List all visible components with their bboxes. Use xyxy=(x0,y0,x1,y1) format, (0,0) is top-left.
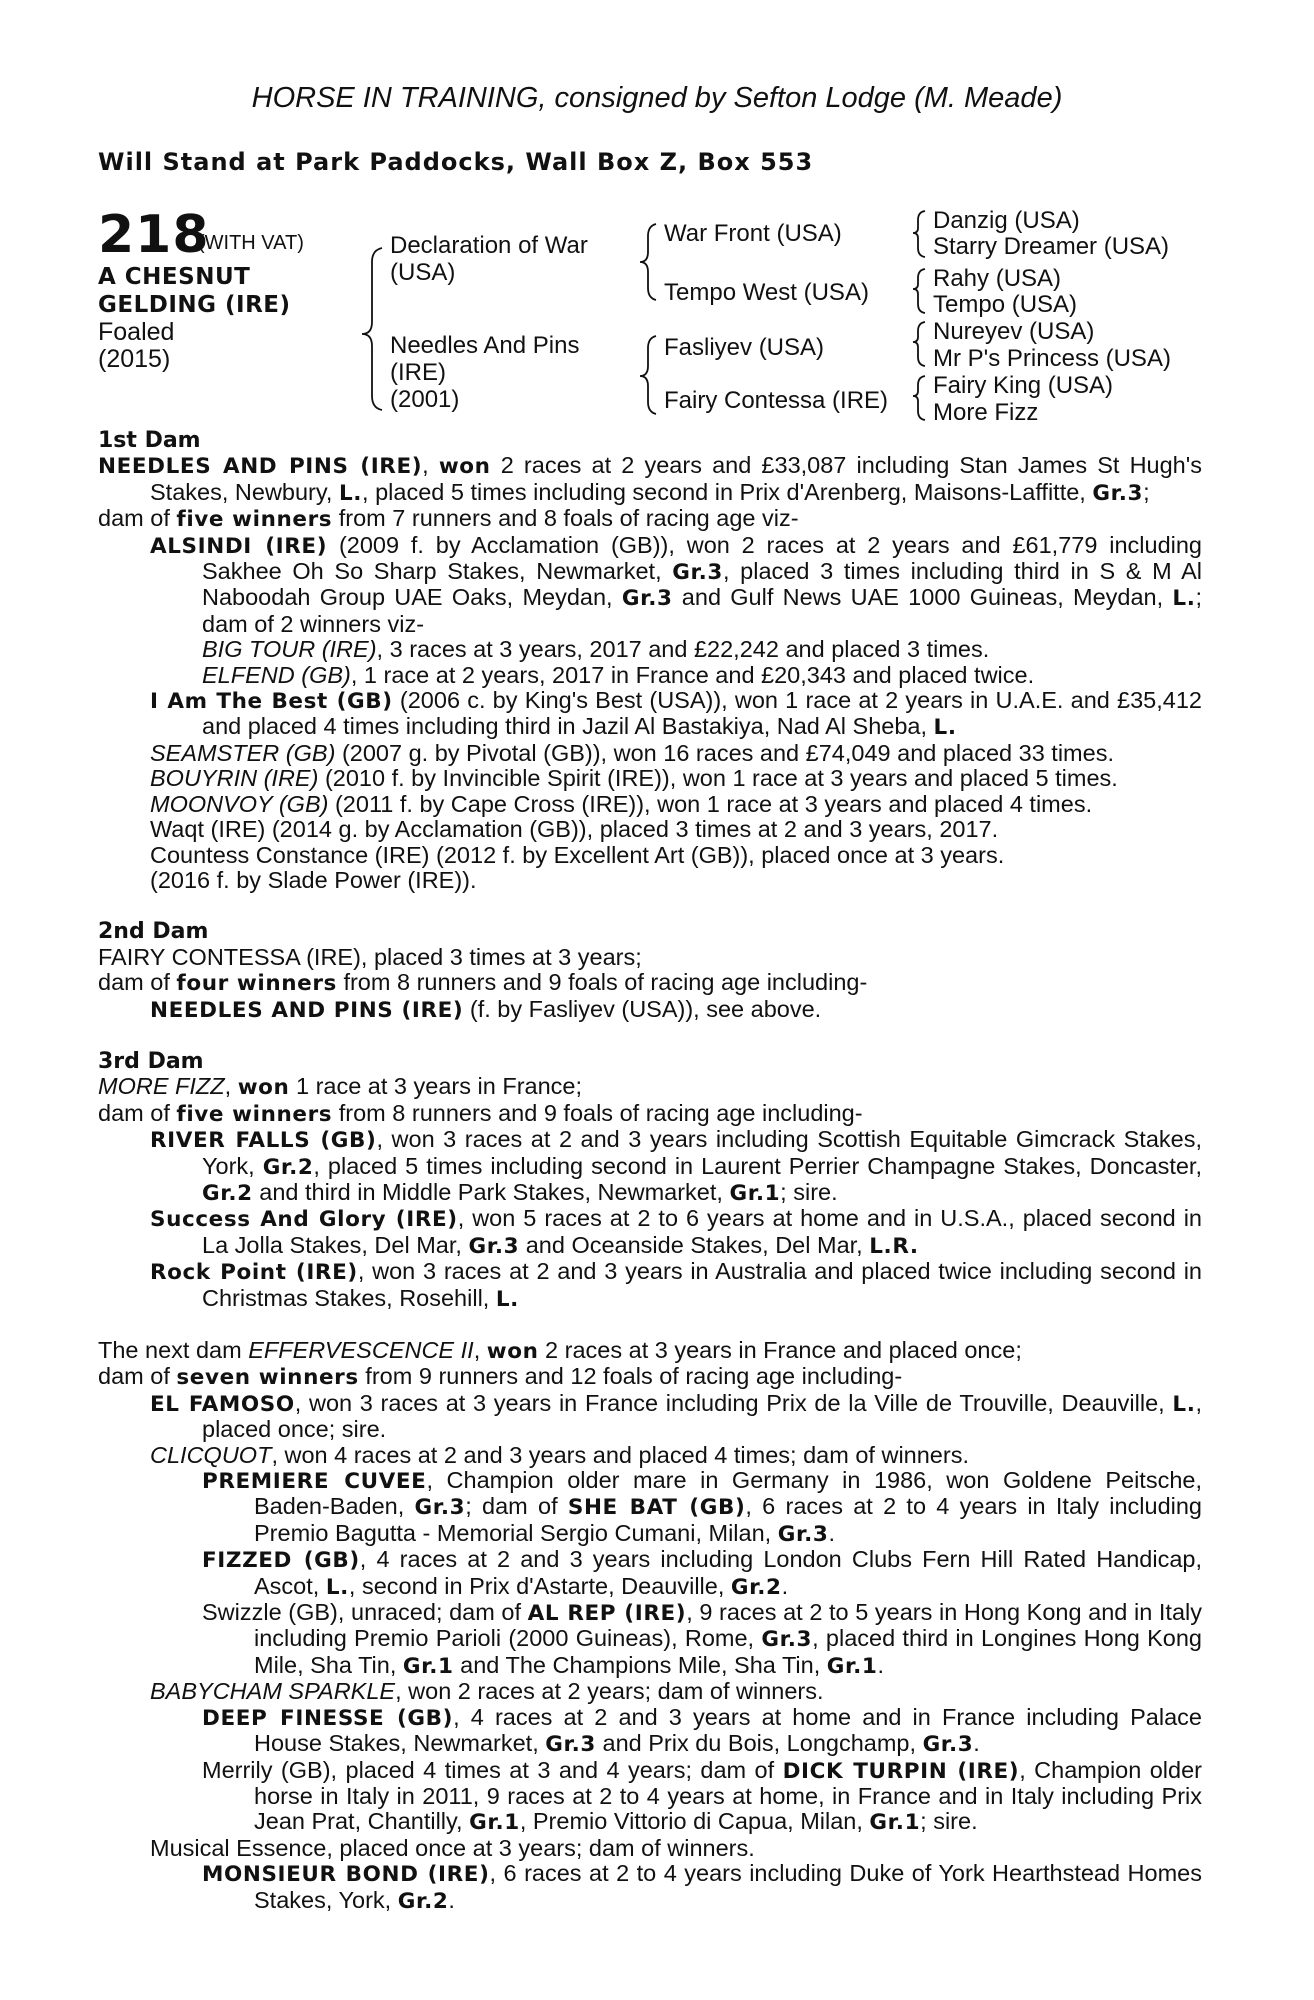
won-label: won xyxy=(237,1075,290,1101)
produce-2016-filly: (2016 f. by Slade Power (IRE)). xyxy=(150,866,477,893)
text: , 4 races at 2 and 3 years including London Clubs Fern Hill Rated Handicap, Ascot, xyxy=(254,1546,1203,1599)
horse-name: AL REP (IRE) xyxy=(527,1601,687,1627)
text: , placed third in Longines Hong Kong Mile, Sha Tin, xyxy=(254,1625,1202,1678)
won-label: won xyxy=(438,454,491,480)
text: 1 race at 3 years in France; xyxy=(289,1073,583,1100)
horse-name: ELFEND (GB) xyxy=(202,661,351,688)
horse-name: BIG TOUR (IRE) xyxy=(202,636,377,663)
horse-name: DEEP FINESSE (GB) xyxy=(202,1705,454,1731)
produce-fizzed xyxy=(202,1547,1202,1600)
text: (2010 f. by Invincible Spirit (IRE)), won 1 race at 3 years and placed 5 times. xyxy=(318,765,1118,792)
lot-desc-line2: GELDING (IRE) xyxy=(98,292,291,318)
text: ; dam of xyxy=(465,1493,568,1520)
produce-alsindi xyxy=(150,533,1202,638)
gen3-3: Rahy (USA) xyxy=(933,265,1062,292)
brace-sire xyxy=(640,224,656,300)
produce-moonvoy xyxy=(150,792,1202,817)
text: dam of xyxy=(98,1099,177,1126)
third-dam-produce-summary xyxy=(98,1101,1202,1127)
text: , placed 3 times including third in S & M Al Naboodah Group UAE Oaks, Meydan, xyxy=(202,558,1202,611)
dam-line2: (IRE) xyxy=(390,359,446,386)
horse-name: BOUYRIN (IRE) xyxy=(150,765,319,792)
text: , 6 races at 2 to 4 years including Duke of York Hearthstead Homes Stakes, York, xyxy=(254,1860,1202,1913)
second-dam-heading: 2nd Dam xyxy=(98,919,209,945)
text: dam of xyxy=(98,505,177,532)
box-location: Will Stand at Park Paddocks, Wall Box Z, Box 553 xyxy=(98,148,814,176)
horse-name: EL FAMOSO xyxy=(150,1391,295,1417)
horse-name: SHE BAT (GB) xyxy=(567,1495,746,1521)
text: and third in Middle Park Stakes, Newmarket, xyxy=(252,1178,730,1205)
text: , won 3 races at 3 years in France including Prix de la Ville de Trouville, Deauville, xyxy=(294,1389,1173,1416)
first-dam-produce-summary xyxy=(98,506,1202,532)
text: , 6 races at 2 to 4 years in Italy including Premio Bagutta - Memorial Sergio Cumani, Milan, xyxy=(254,1493,1203,1546)
text: , won 5 races at 2 to 6 years at home and in U.S.A., placed second in La Jolla Stakes, Del Mar, xyxy=(202,1205,1202,1258)
text: dam of xyxy=(98,969,177,996)
foaled-label: Foaled xyxy=(98,318,175,346)
text: , xyxy=(224,1073,238,1100)
horse-name: PREMIERE CUVEE xyxy=(202,1469,427,1495)
text: ; xyxy=(1143,478,1150,505)
group-label: Gr.1 xyxy=(729,1180,781,1206)
group-label: Gr.3 xyxy=(545,1732,596,1758)
produce-bouyrin xyxy=(150,766,1202,791)
pedigree-notes xyxy=(98,428,1202,1914)
listed-label: L.R. xyxy=(869,1233,919,1259)
produce-musical-essence: Musical Essence, placed once at 3 years; dam of winners. xyxy=(150,1834,755,1861)
text: . xyxy=(828,1519,835,1546)
won-label: won xyxy=(486,1339,539,1364)
group-label: Gr.1 xyxy=(402,1653,454,1679)
text: , won 4 races at 2 and 3 years and placed 4 times; dam of winners. xyxy=(271,1441,969,1468)
group-label: Gr.1 xyxy=(826,1653,878,1679)
produce-deep-finesse xyxy=(202,1705,1202,1758)
gen3-8: More Fizz xyxy=(933,399,1039,426)
group-label: Gr.3 xyxy=(761,1627,813,1653)
horse-name: MOONVOY (GB) xyxy=(150,790,329,817)
produce-swizzle xyxy=(202,1600,1202,1679)
horse-name: MONSIEUR BOND (IRE) xyxy=(202,1862,490,1888)
group-label: Gr.2 xyxy=(262,1154,314,1180)
dam-sire: Fasliyev (USA) xyxy=(664,334,825,361)
brace-main xyxy=(362,248,382,410)
text: , Champion older horse in Italy in 2011, 9 races at 2 to 4 years at home, in France and in Italy including Prix Jean Prat, Chantilly, xyxy=(254,1756,1202,1835)
horse-name: CLICQUOT xyxy=(150,1441,272,1468)
listed-label: L. xyxy=(933,715,957,741)
text: dam of xyxy=(98,1363,177,1390)
listed-label: L. xyxy=(1172,1391,1196,1417)
group-label: Gr.3 xyxy=(468,1233,520,1259)
lot-desc-line1: A CHESNUT xyxy=(98,264,251,290)
produce-merrily xyxy=(202,1758,1202,1836)
horse-name: Rock Point (IRE) xyxy=(150,1260,358,1286)
listed-label: L. xyxy=(495,1286,519,1312)
text: ; sire. xyxy=(920,1808,978,1835)
horse-name: SEAMSTER (GB) xyxy=(150,739,336,766)
gen3-7: Fairy King (USA) xyxy=(933,372,1114,399)
text: The next dam xyxy=(98,1337,249,1363)
gen3-2: Starry Dreamer (USA) xyxy=(933,233,1170,260)
sire-line1: Declaration of War xyxy=(390,232,588,259)
text: from 9 runners and 12 foals of racing age including- xyxy=(358,1363,903,1390)
produce-i-am-the-best xyxy=(150,688,1202,741)
text: , second in Prix d'Astarte, Deauville, xyxy=(348,1572,731,1599)
text: , Champion older mare in Germany in 1986, won Goldene Peitsche, Baden-Baden, xyxy=(254,1467,1202,1520)
produce-premiere-cuvee xyxy=(202,1468,1202,1547)
horse-name: DICK TURPIN (IRE) xyxy=(782,1758,1020,1784)
produce-success-and-glory xyxy=(150,1206,1202,1259)
group-label: Gr.2 xyxy=(730,1574,782,1600)
listed-label: L. xyxy=(1172,586,1196,612)
vat-note: (WITH VAT) xyxy=(198,232,304,254)
next-dam-produce-summary xyxy=(98,1364,1202,1390)
winners-count: four winners xyxy=(176,971,337,997)
gen3-5: Nureyev (USA) xyxy=(933,318,1095,345)
horse-name: FIZZED (GB) xyxy=(202,1548,360,1574)
first-dam-heading: 1st Dam xyxy=(98,428,201,453)
text: Merrily (GB), placed 4 times at 3 and 4 years; dam of xyxy=(202,1756,783,1783)
text: and Oceanside Stakes, Del Mar, xyxy=(519,1231,870,1258)
horse-name: ALSINDI (IRE) xyxy=(150,533,328,559)
text: , 1 race at 2 years, 2017 in France and £20,343 and placed twice. xyxy=(350,661,1035,688)
next-dam-entry xyxy=(98,1338,1202,1364)
text: , won 2 races at 2 years; dam of winners. xyxy=(395,1678,824,1705)
produce-rock-point xyxy=(150,1259,1202,1312)
first-dam-name: NEEDLES AND PINS (IRE) xyxy=(98,454,423,480)
group-label: Gr.3 xyxy=(414,1495,466,1521)
text: ; dam of 2 winners viz- xyxy=(202,584,1203,637)
group-label: Gr.1 xyxy=(469,1810,520,1836)
text: from 8 runners and 9 foals of racing age including- xyxy=(332,1099,863,1126)
dam-line3: (2001) xyxy=(390,386,460,413)
third-dam-entry xyxy=(98,1074,1202,1100)
dam-dam: Fairy Contessa (IRE) xyxy=(664,387,889,414)
group-label: Gr.2 xyxy=(202,1180,253,1206)
second-dam-produce-summary xyxy=(98,970,1202,996)
gen3-4: Tempo (USA) xyxy=(933,291,1078,318)
sire-sire: War Front (USA) xyxy=(664,220,842,247)
group-label: Gr.2 xyxy=(397,1888,449,1914)
produce-clicquot xyxy=(150,1443,1202,1468)
brace-g3-3 xyxy=(913,322,925,366)
text: (f. by Fasliyev (USA)), see above. xyxy=(463,995,822,1022)
text: (2009 f. by Acclamation (GB)), won 2 races at 2 years and £61,779 including Sakhee Oh So Sharp Stakes, Newmarket, xyxy=(202,531,1202,585)
text: and The Champions Mile, Sha Tin, xyxy=(453,1651,827,1678)
brace-g3-4 xyxy=(913,376,925,420)
horse-name: EFFERVESCENCE II xyxy=(248,1337,474,1363)
text: , won 3 races at 2 and 3 years including Scottish Equitable Gimcrack Stakes, York, xyxy=(202,1126,1203,1179)
text: from 8 runners and 9 foals of racing age including- xyxy=(336,969,868,996)
third-dam-heading: 3rd Dam xyxy=(98,1048,204,1074)
produce-el-famoso xyxy=(150,1391,1202,1443)
text: Swizzle (GB), unraced; dam of xyxy=(202,1599,528,1626)
sire-dam: Tempo West (USA) xyxy=(664,279,869,306)
lot-number: 218 xyxy=(98,205,210,265)
horse-name: RIVER FALLS (GB) xyxy=(150,1128,377,1154)
text: (2007 g. by Pivotal (GB)), won 16 races and £74,049 and placed 33 times. xyxy=(335,739,1114,766)
brace-g3-1 xyxy=(913,211,925,257)
winners-count: seven winners xyxy=(176,1365,359,1391)
gen3-6: Mr P's Princess (USA) xyxy=(933,345,1171,372)
second-dam-entry: FAIRY CONTESSA (IRE), placed 3 times at 3 years; xyxy=(98,943,642,970)
brace-g3-2 xyxy=(913,269,925,313)
produce-monsieur-bond xyxy=(202,1861,1202,1914)
text: from 7 runners and 8 foals of racing age viz- xyxy=(332,505,799,532)
text: 2 races at 3 years in France and placed once; xyxy=(538,1337,1022,1363)
text: , Premio Vittorio di Capua, Milan, xyxy=(519,1808,870,1835)
text: . xyxy=(781,1572,789,1599)
first-dam-entry: NEEDLES AND PINS (IRE), won 2 races at 2 years and £33,087 including Stan James St Hugh's Stakes, Newbury, L., placed 5 times including second in Prix d'Arenberg, Maisons-Laffitte, Gr.3; xyxy=(98,452,1202,506)
produce-big-tour xyxy=(202,637,1202,662)
horse-name: Success And Glory (IRE) xyxy=(150,1207,458,1233)
winners-count: five winners xyxy=(176,507,333,533)
group-label: Gr.3 xyxy=(621,586,673,612)
foaled-year: (2015) xyxy=(98,345,171,373)
text: (2011 f. by Cape Cross (IRE)), won 1 race at 3 years and placed 4 times. xyxy=(328,790,1093,817)
text: , 3 races at 3 years, 2017 and £22,242 and placed 3 times. xyxy=(376,636,990,663)
text: (2006 c. by King's Best (USA)), won 1 race at 2 years in U.A.E. and £35,412 and placed 4 times including third in Jazil Al Bastakiya, Nad Al Sheba, xyxy=(202,687,1202,740)
text: . xyxy=(877,1651,885,1678)
text: , xyxy=(473,1337,487,1363)
text: , placed 5 times including second in Laurent Perrier Champagne Stakes, Doncaster, xyxy=(313,1152,1202,1179)
text: and Gulf News UAE 1000 Guineas, Meydan, xyxy=(672,584,1173,611)
produce-seamster xyxy=(150,741,1202,766)
text: and Prix du Bois, Longchamp, xyxy=(595,1730,923,1757)
group-label: Gr.3 xyxy=(777,1521,829,1547)
horse-name: I Am The Best (GB) xyxy=(150,689,393,715)
text: 2 races at 2 years and £33,087 including Stan James St Hugh's Stakes, Newbury, xyxy=(150,452,1202,505)
text: , won 3 races at 2 and 3 years in Australia and placed twice including second in Christmas Stakes, Rosehill, xyxy=(202,1258,1202,1311)
page-title: HORSE IN TRAINING, consigned by Sefton Lodge (M. Meade) xyxy=(251,82,1063,114)
produce-river-falls xyxy=(150,1127,1202,1206)
winners-count: five winners xyxy=(176,1101,333,1127)
brace-dam xyxy=(640,336,656,414)
horse-name: MORE FIZZ xyxy=(98,1073,225,1100)
dam-line1: Needles And Pins xyxy=(390,332,580,359)
text: , placed 5 times including second in Prix d'Arenberg, Maisons-Laffitte, xyxy=(362,478,1093,505)
text: ; sire. xyxy=(780,1178,838,1205)
listed-label: L. xyxy=(325,1574,349,1600)
text: , placed once; sire. xyxy=(202,1389,1202,1443)
text: , 9 races at 2 to 5 years in Hong Kong and in Italy including Premio Parioli (2000 Guineas), Rome, xyxy=(254,1599,1202,1652)
gen3-1: Danzig (USA) xyxy=(933,207,1080,234)
listed-label: L. xyxy=(338,480,363,506)
horse-name: NEEDLES AND PINS (IRE) xyxy=(150,997,464,1023)
text: . xyxy=(448,1886,455,1913)
text: , 4 races at 2 and 3 years at home and in France including Palace House Stakes, Newmarket, xyxy=(254,1703,1202,1757)
group-label: Gr.1 xyxy=(869,1810,921,1836)
group-label: Gr.3 xyxy=(672,560,723,586)
sire-line2: (USA) xyxy=(390,259,456,286)
produce-babycham-sparkle xyxy=(150,1679,1202,1704)
produce-countess-constance: Countess Constance (IRE) (2012 f. by Excellent Art (GB)), placed once at 3 years. xyxy=(150,841,1005,868)
group-label: Gr.3 xyxy=(1092,480,1144,506)
produce-elfend xyxy=(202,663,1202,688)
produce-waqt: Waqt (IRE) (2014 g. by Acclamation (GB)), placed 3 times at 2 and 3 years, 2017. xyxy=(150,816,999,843)
text: . xyxy=(973,1730,980,1757)
produce-needles-and-pins xyxy=(150,997,1202,1023)
pedigree-braces xyxy=(0,0,1314,440)
group-label: Gr.3 xyxy=(922,1732,974,1758)
horse-name: BABYCHAM SPARKLE xyxy=(150,1678,396,1705)
